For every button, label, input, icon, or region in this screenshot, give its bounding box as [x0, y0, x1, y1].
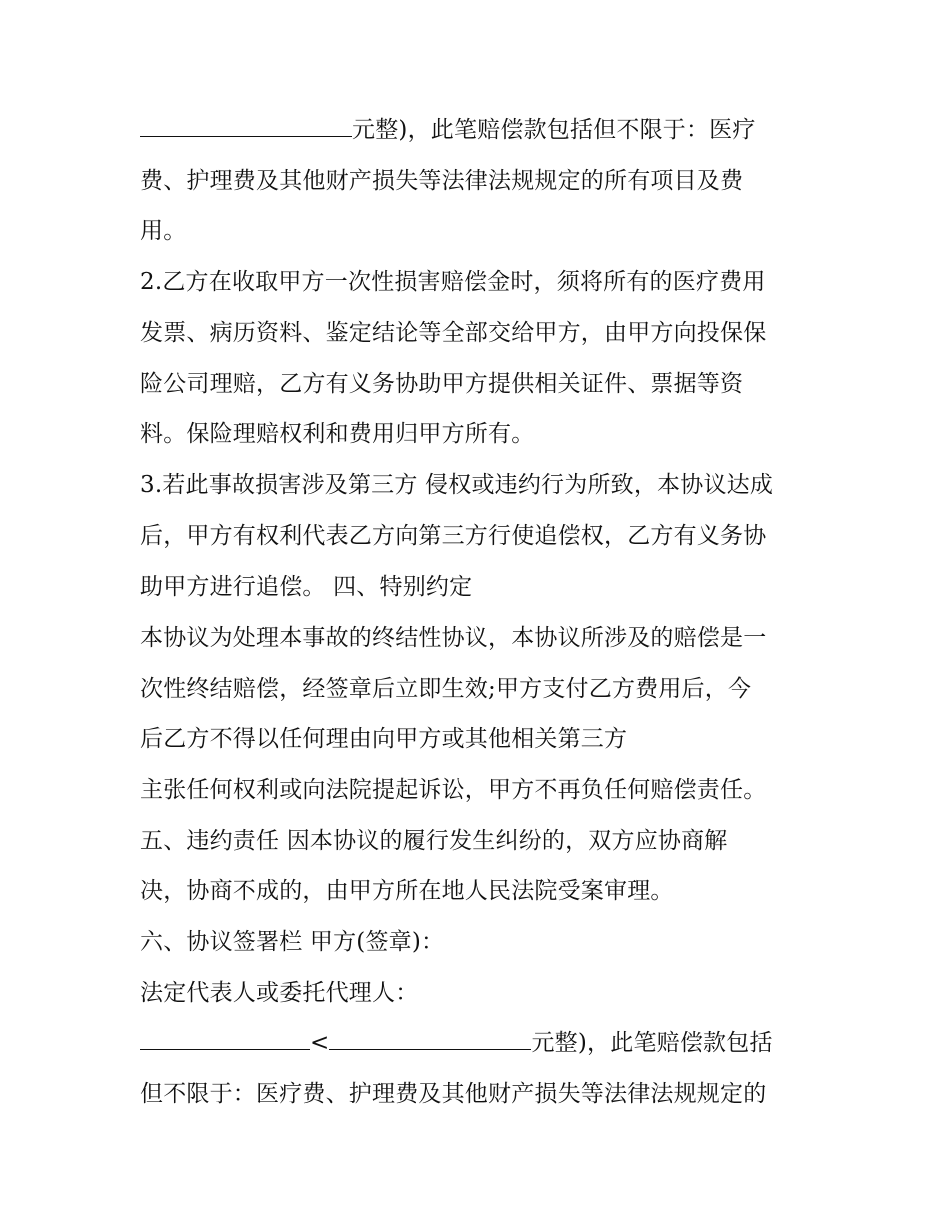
text-line: 六、协议签署栏 甲方(签章)：: [140, 929, 445, 955]
text-line: 后，甲方有权利代表乙方向第三方行使追偿权，乙方有义务协: [140, 523, 767, 549]
text-line: 助甲方进行追偿。 四、特别约定: [140, 574, 473, 600]
text-line: 主张任何权利或向法院提起诉讼，甲方不再负任何赔偿责任。: [140, 777, 767, 803]
text-line: 五、违约责任 因本协议的履行发生纠纷的，双方应协商解: [140, 828, 728, 854]
line-text: 元整)，此笔赔偿款包括: [531, 1030, 773, 1056]
text-line: 但不限于：医疗费、护理费及其他财产损失等法律法规规定的: [140, 1081, 767, 1107]
blank-fill-line: [140, 116, 352, 137]
text-line: 2.乙方在收取甲方一次性损害赔偿金时，须将所有的医疗费用: [140, 269, 766, 295]
text-line: 后乙方不得以任何理由向甲方或其他相关第三方: [140, 726, 628, 752]
line-text: 元整)，此笔赔偿款包括但不限于：医疗: [352, 117, 756, 143]
text-line: [140, 115, 830, 145]
text-line: 发票、病历资料、鉴定结论等全部交给甲方，由甲方向投保保: [140, 320, 767, 346]
text-line: 决，协商不成的，由甲方所在地人民法院受案审理。: [140, 878, 674, 904]
blank-fill-line: [140, 1029, 310, 1050]
text-line: 次性终结赔偿，经签章后立即生效;甲方支付乙方费用后，今: [140, 676, 752, 702]
separator-mark: <: [310, 1030, 330, 1056]
text-line: 法定代表人或委托代理人：: [140, 980, 419, 1006]
text-line: 3.若此事故损害涉及第三方 侵权或违约行为所致，本协议达成: [140, 472, 774, 498]
text-line: 本协议为处理本事故的终结性协议，本协议所涉及的赔偿是一: [140, 625, 767, 651]
text-line: 险公司理赔，乙方有义务协助甲方提供相关证件、票据等资: [140, 371, 744, 397]
text-line: [140, 1028, 830, 1058]
text-line: 料。保险理赔权利和费用归甲方所有。: [140, 421, 535, 447]
blank-fill-line: [329, 1029, 531, 1050]
text-line: 费、护理费及其他财产损失等法律法规规定的所有项目及费: [140, 168, 744, 194]
text-line: 用。: [140, 218, 187, 244]
